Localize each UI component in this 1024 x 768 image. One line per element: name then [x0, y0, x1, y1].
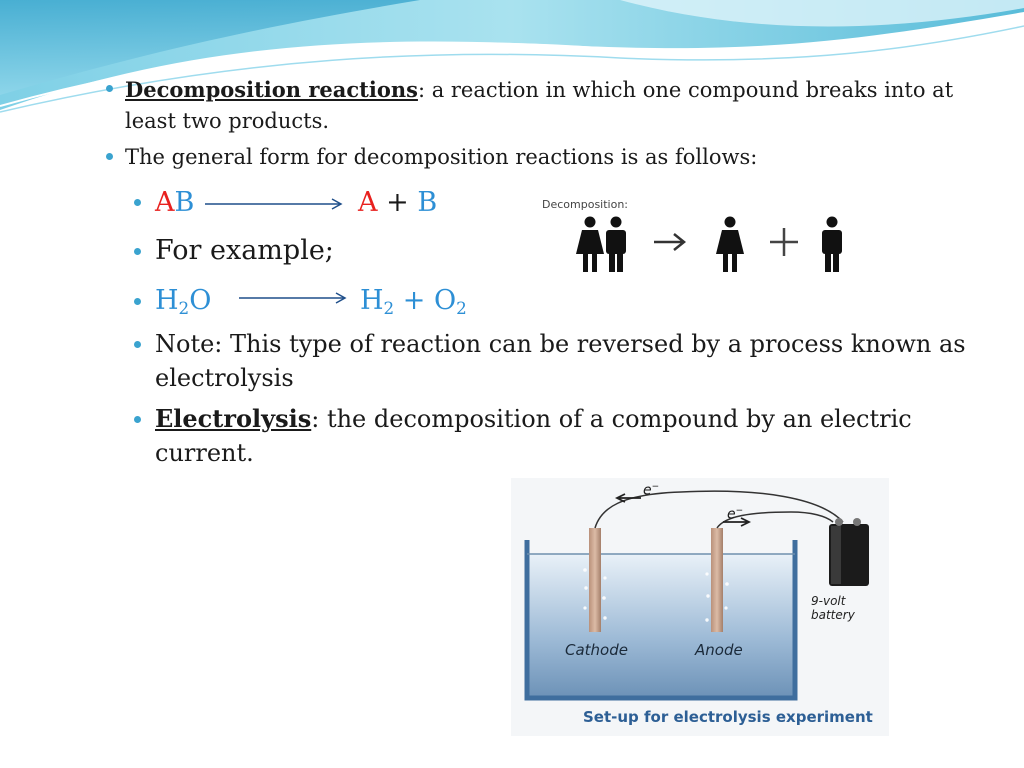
arrow-right-icon — [654, 234, 684, 250]
woman-icon — [716, 217, 744, 273]
bullet-dot — [134, 416, 141, 423]
water-tank — [529, 554, 793, 696]
water-formula — [155, 284, 235, 318]
bullet-dot — [106, 85, 113, 92]
decomposition-definition-text: : a reaction in which one compound breaks into at least two products. — [125, 78, 954, 133]
man-icon — [822, 217, 842, 273]
water-products — [360, 284, 500, 318]
reactant-a: A — [155, 187, 175, 218]
reaction-arrow — [238, 290, 348, 306]
subscript-two: 2 — [383, 298, 395, 318]
decomposition-figure — [538, 192, 856, 276]
subscript-two: 2 — [456, 298, 467, 318]
electron-arrow-left — [617, 494, 641, 502]
decomposition-term: Decomposition reactions — [125, 77, 418, 102]
electron-label-left: e− — [643, 482, 660, 499]
decomposition-figure-title: Decomposition: — [542, 198, 629, 211]
electrolysis-definition-text: : the decomposition of a compound by an electric current. — [155, 405, 912, 467]
bullet-dot — [134, 199, 141, 206]
plus-sign: + — [402, 285, 426, 316]
battery-label: 9-volt battery — [811, 594, 855, 622]
reaction-arrow — [204, 196, 344, 212]
plus-sign: + — [386, 187, 409, 218]
figure-caption: Set-up for electrolysis experiment — [583, 708, 873, 726]
electron-label-right: e− — [727, 506, 744, 523]
general-products — [358, 186, 478, 220]
hydrogen-symbol: H — [155, 285, 179, 316]
bullet-dot — [134, 298, 141, 305]
bullet-dot — [134, 248, 141, 255]
electrolysis-figure — [511, 478, 889, 736]
decomposition-definition — [125, 74, 965, 137]
oxygen-symbol: O — [189, 285, 212, 316]
electrolysis-definition — [155, 402, 955, 470]
anode-electrode — [711, 528, 723, 632]
product-b: B — [417, 187, 438, 218]
cathode-label: Cathode — [565, 641, 628, 659]
reactant-b: B — [174, 187, 195, 218]
hydrogen-symbol: H — [360, 285, 384, 316]
electrolysis-note: Note: This type of reaction can be reversed by a process known as electrolysis — [155, 330, 966, 392]
bullet-dot — [134, 341, 141, 348]
battery-icon — [829, 518, 869, 586]
subscript-two: 2 — [178, 298, 190, 318]
general-form-text: The general form for decomposition reactions is as follows: — [125, 145, 758, 169]
example-label: For example; — [155, 235, 334, 266]
product-a: A — [358, 187, 378, 218]
oxygen-symbol: O — [434, 285, 457, 316]
plus-icon — [770, 228, 798, 256]
man-icon — [606, 217, 626, 273]
people-pictogram — [538, 192, 856, 276]
wire-to-cathode — [595, 491, 843, 528]
anode-label: Anode — [695, 641, 743, 659]
bullet-dot — [106, 153, 113, 160]
cathode-electrode — [589, 528, 601, 632]
woman-icon — [576, 217, 604, 273]
electrolysis-term: Electrolysis — [155, 404, 312, 433]
